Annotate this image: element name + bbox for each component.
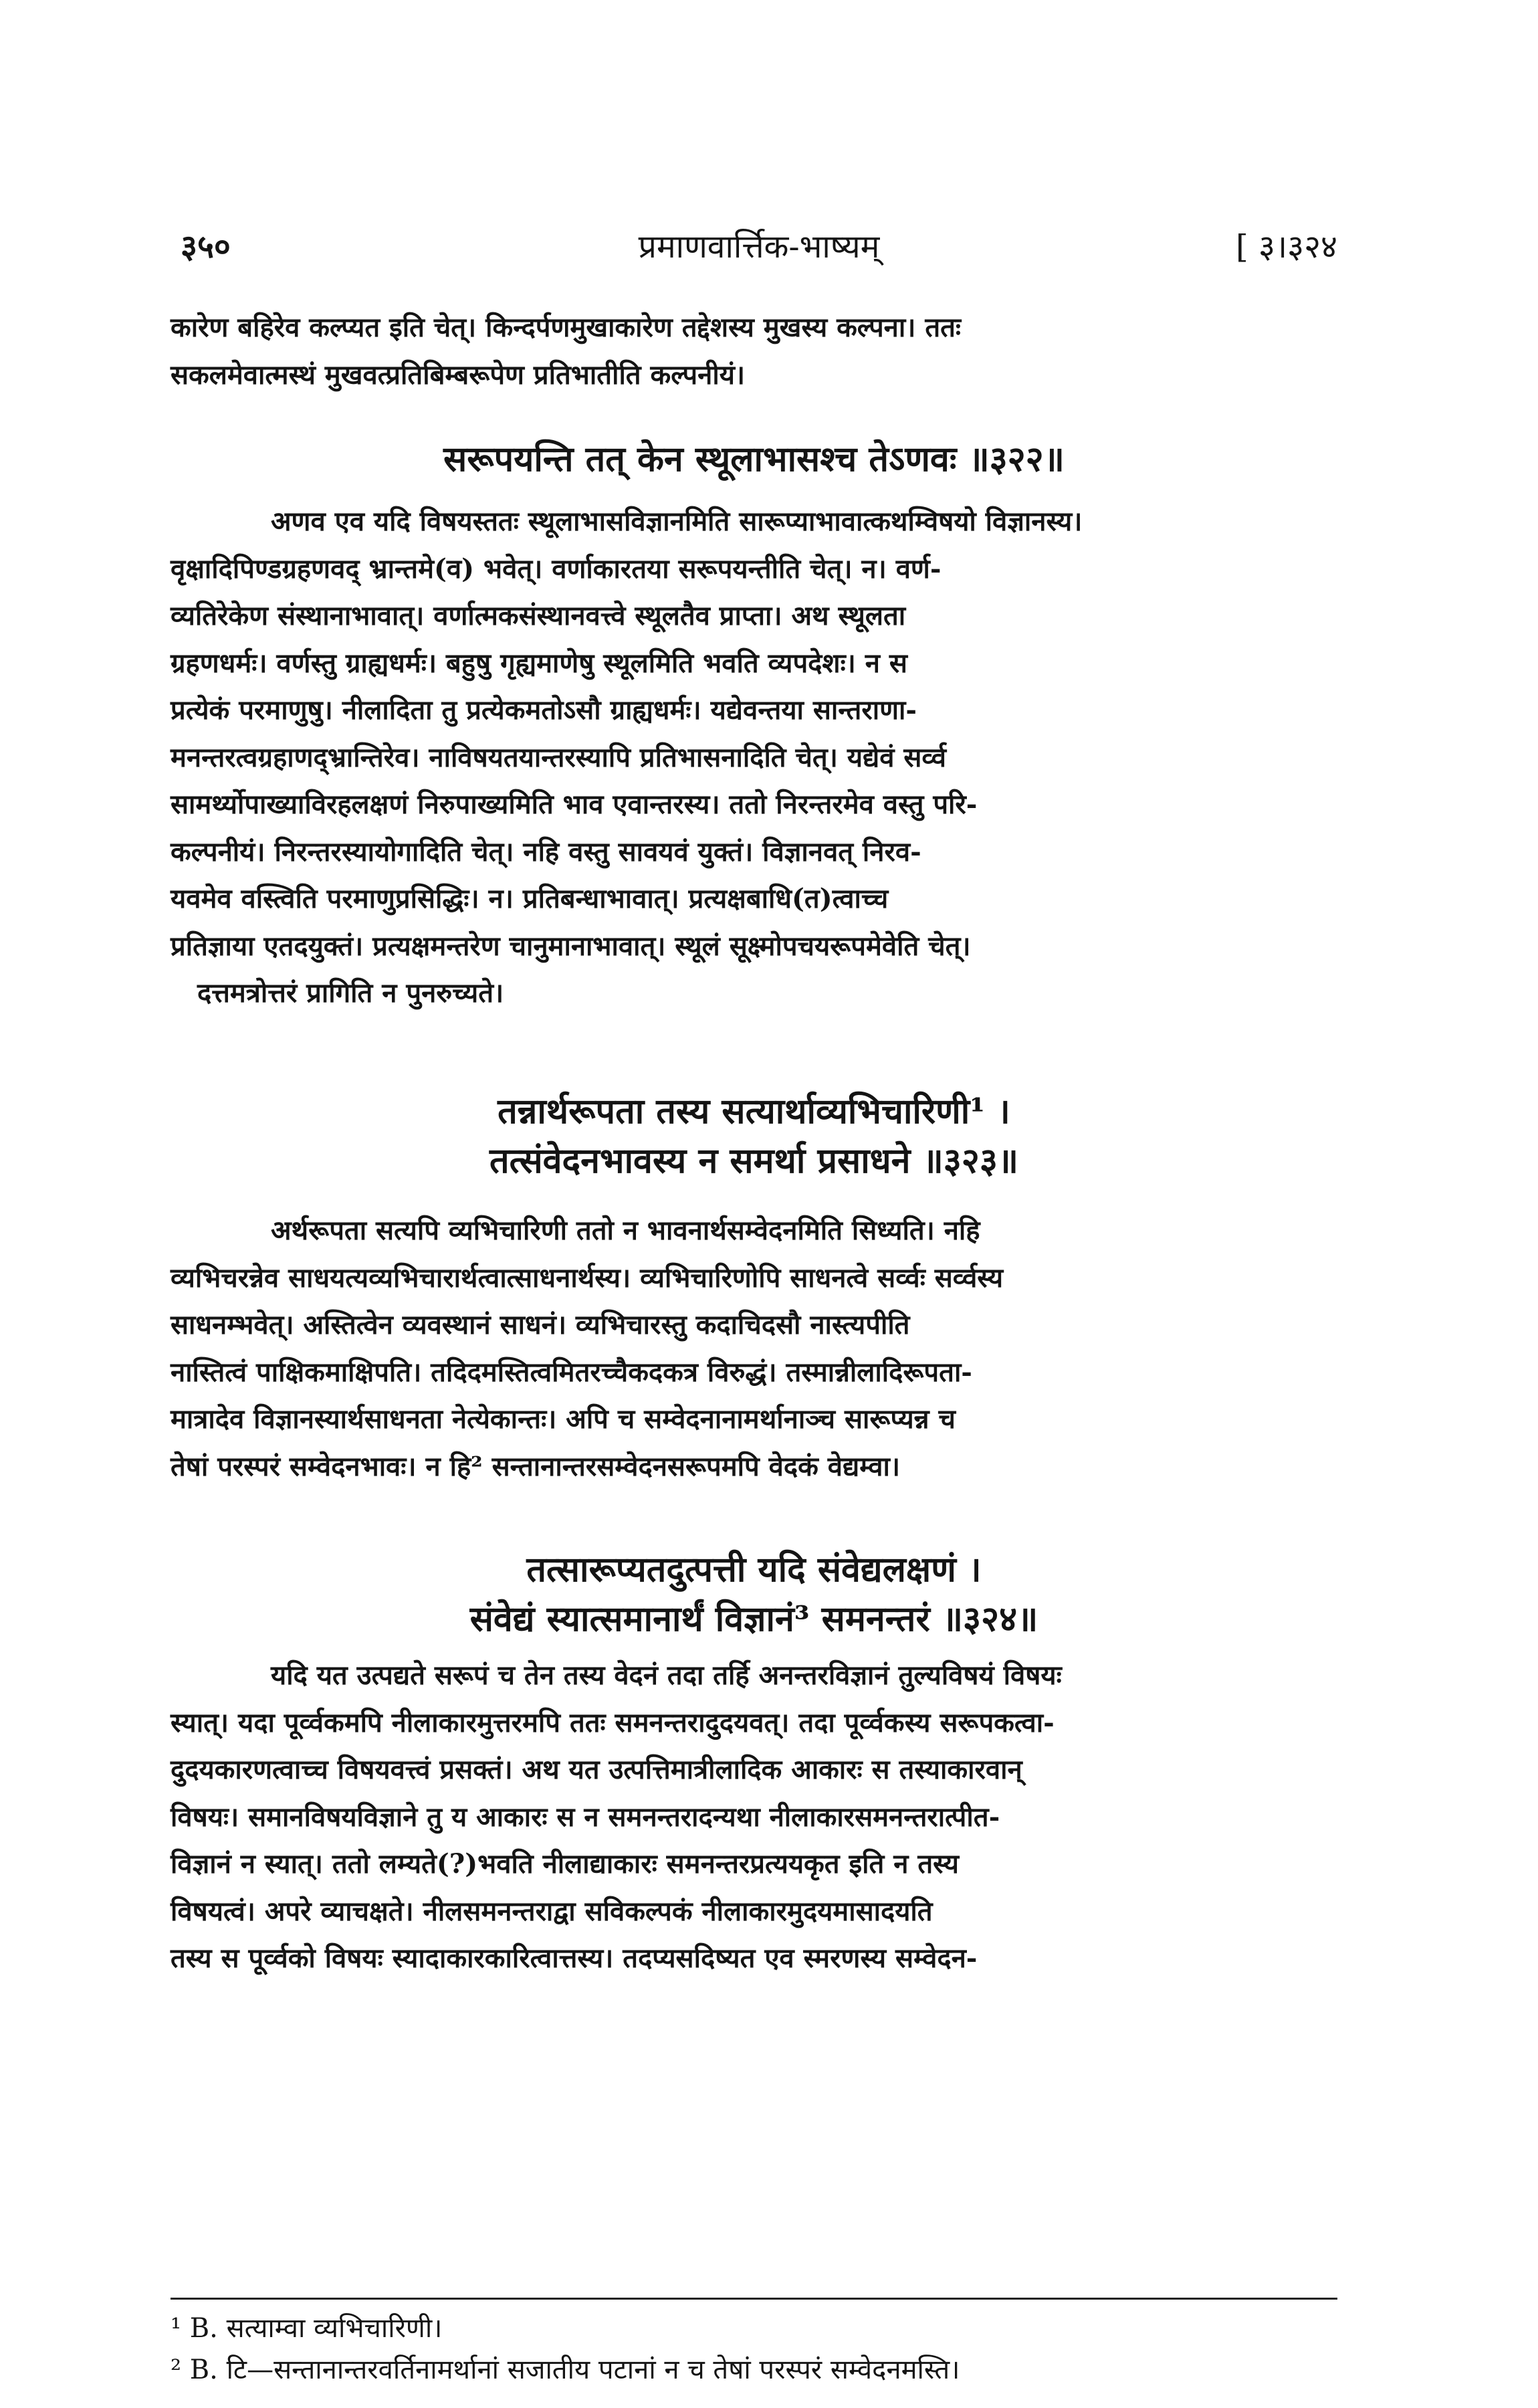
text-line: स्यात्। यदा पूर्व्वकमपि नीलाकारमुत्तरमपि ततः समनन्तरादुदयवत्। तदा पूर्व्वकस्य सरूपकत्वा-	[171, 1706, 1055, 1738]
text-line: मनन्तरत्वग्रहाणद्भ्रान्तिरेव। नाविषयतयान्तरस्यापि प्रतिभासनादिति चेत्। यद्येवं सर्व्व	[171, 741, 946, 773]
text-line: दत्तमत्रोत्तरं प्रागिति न पुनरुच्यते।	[197, 977, 504, 1009]
text-line: प्रतिज्ञाया एतदयुक्तं। प्रत्यक्षमन्तरेण चानुमानाभावात्। स्थूलं सूक्ष्मोपचयरूपमेवेति चेत्।	[171, 930, 971, 962]
text-line: प्रत्येकं परमाणुषु। नीलादिता तु प्रत्येकमतोऽसौ ग्राह्यधर्मः। यद्येवन्तया सान्तराणा-	[171, 694, 917, 726]
footnote-divider	[171, 2298, 1337, 2300]
text-line: विषयः। समानविषयविज्ञाने तु य आकारः स न समनन्तरादन्यथा नीलाकारसमनन्तरात्पीत-	[171, 1801, 1000, 1833]
footnote-2	[171, 2349, 1337, 2391]
verse-323	[171, 1087, 1337, 1186]
footnote-text: ¹ B. सत्याम्वा व्यभिचारिणी।	[171, 2313, 443, 2344]
footnote-text: ² B. टि—सन्तानान्तरवर्तिनामर्थानां सजातीय पटानां न च तेषां परस्परं सम्वेदनमस्ति।	[171, 2354, 960, 2385]
text-line: तेषां परस्परं सम्वेदनभावः। न हि² सन्तानान्तरसम्वेदनसरूपमपि वेदकं वेद्यम्वा।	[171, 1450, 900, 1482]
opening-paragraph	[171, 304, 1337, 399]
text-line: दुदयकारणत्वाच्च विषयवत्त्वं प्रसक्तं। अथ यत उत्पत्तिमात्रीलादिक आकारः स तस्याकारवान्	[171, 1754, 1022, 1785]
text-line: साधनम्भवेत्। अस्तित्वेन व्यवस्थानं साधनं। व्यभिचारस्तु कदाचिदसौ नास्त्यपीति	[171, 1309, 910, 1340]
text-line: यदि यत उत्पद्यते सरूपं च तेन तस्य वेदनं तदा तर्हि अनन्तरविज्ञानं तुल्यविषयं विषयः	[271, 1660, 1062, 1691]
verse-322	[171, 435, 1337, 484]
text-line: यवमेव वस्त्विति परमाणुप्रसिद्धिः। न। प्रतिबन्धाभावात्। प्रत्यक्षबाधि(त)त्वाच्च	[171, 883, 889, 914]
commentary-324	[171, 1652, 1337, 1983]
text-line: मात्रादेव विज्ञानस्यार्थसाधनता नेत्येकान्तः। अपि च सम्वेदनानामर्थानाञ्च सारूप्यन्न च	[171, 1403, 956, 1435]
page-header	[181, 224, 1337, 271]
page-number: ३५०	[181, 228, 231, 266]
text-line: अणव एव यदि विषयस्ततः स्थूलाभासविज्ञानमिति सारूप्याभावात्कथम्विषयो विज्ञानस्य।	[271, 506, 1083, 537]
verse-line: तन्नार्थरूपता तस्य सत्यार्थाव्यभिचारिणी¹ ।	[498, 1091, 1010, 1132]
text-line: वृक्षादिपिण्डग्रहणवद् भ्रान्तमे(व) भवेत्। वर्णाकारतया सरूपयन्तीति चेत्। न। वर्ण-	[171, 553, 942, 585]
verse-line: सरूपयन्ति तत् केन स्थूलाभासश्च तेऽणवः ॥३२२॥	[443, 439, 1065, 480]
verse-reference: [ ३।३२४	[1235, 228, 1337, 266]
text-line: विषयत्वं। अपरे व्याचक्षते। नीलसमनन्तराद्वा सविकल्पकं नीलाकारमुदयमासादयति	[171, 1895, 933, 1927]
text-line: सकलमेवात्मस्थं मुखवत्प्रतिबिम्बरूपेण प्रतिभातीति कल्पनीयं।	[171, 359, 746, 391]
text-line: कल्पनीयं। निरन्तरस्यायोगादिति चेत्। नहि वस्तु सावयवं युक्तं। विज्ञानवत् निरव-	[171, 835, 921, 868]
text-line: नास्तित्वं पाक्षिकमाक्षिपति। तदिदमस्तित्वमितरच्चैकदकत्र विरुद्धं। तस्मान्नीलादिरूपता-	[171, 1356, 972, 1388]
text-line: व्यभिचरन्नेव साधयत्यव्यभिचारार्थत्वात्साधनार्थस्य। व्यभिचारिणोपि साधनत्वे सर्व्वः सर्व्वस्य	[171, 1262, 1004, 1294]
text-line: व्यतिरेकेण संस्थानाभावात्। वर्णात्मकसंस्थानवत्त्वे स्थूलतैव प्राप्ता। अथ स्थूलता	[171, 600, 906, 631]
footnote-1	[171, 2308, 1337, 2349]
text-line: कारेण बहिरेव कल्प्यत इति चेत्। किन्दर्पणमुखाकारेण तद्देशस्य मुखस्य कल्पना। ततः	[171, 312, 962, 343]
verse-324	[171, 1545, 1337, 1644]
verse-line: संवेद्यं स्यात्समानार्थं विज्ञानं³ समनन्तरं ॥३२४॥	[469, 1599, 1038, 1639]
text-line: तस्य स पूर्व्वको विषयः स्यादाकारकारित्वात्तस्य। तदप्यसदिष्यत एव स्मरणस्य सम्वेदन-	[171, 1942, 978, 1974]
text-line: सामर्थ्योपाख्याविरहलक्षणं निरुपाख्यमिति भाव एवान्तरस्य। ततो निरन्तरमेव वस्तु परि-	[171, 789, 978, 820]
verse-line: तत्सारूप्यतदुत्पत्ती यदि संवेद्यलक्षणं ।	[526, 1549, 982, 1590]
text-line: विज्ञानं न स्यात्। ततो लम्यते(?)भवति नीलाद्याकारः समनन्तरप्रत्ययकृत इति न तस्य	[171, 1848, 959, 1880]
running-title: प्रमाणवार्त्तिक-भाष्यम्	[638, 228, 880, 266]
text-line: अर्थरूपता सत्यपि व्यभिचारिणी ततो न भावनार्थसम्वेदनमिति सिध्यति। नहि	[271, 1215, 980, 1246]
commentary-322	[171, 498, 1337, 1017]
commentary-323	[171, 1207, 1337, 1490]
text-line: ग्रहणधर्मः। वर्णस्तु ग्राह्यधर्मः। बहुषु गृह्यमाणेषु स्थूलमिति भवति व्यपदेशः। न स	[171, 647, 907, 679]
verse-line: तत्संवेदनभावस्य न समर्था प्रसाधने ॥३२३॥	[489, 1140, 1019, 1181]
